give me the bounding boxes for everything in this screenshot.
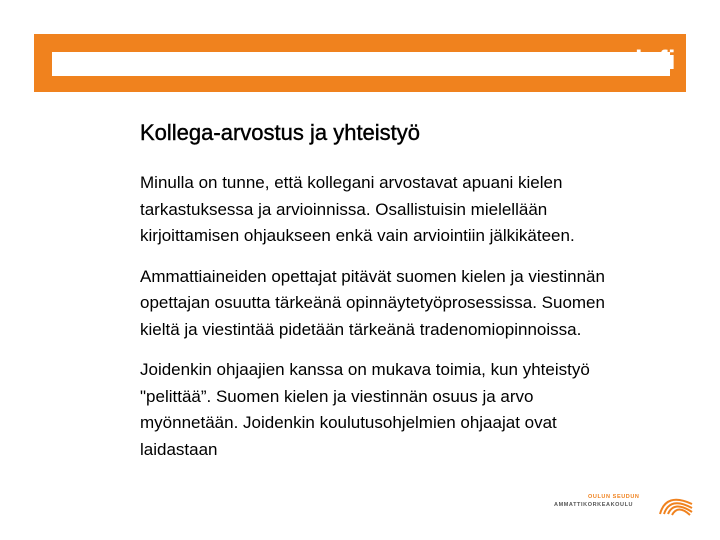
slide-title: Kollega-arvostus ja yhteistyö [140,120,421,145]
slide-body [140,170,620,477]
org-logo-line2: AMMATTIKORKEAKOULU [554,502,634,508]
paragraph-3: Joidenkin ohjaajien kanssa on mukava toimia, kun yhteistyö "pelittää”. Suomen kielen ja viestinnän osuus ja arvo myönnetään. Joidenkin koulutusohjelmien ohjaajat ovat laidastaan [140,360,590,459]
organization-logo [554,486,694,516]
org-logo-line1: OULUN SEUDUN [588,494,640,500]
fan-logo-icon [656,486,696,516]
oamk-logo-text[interactable]: oamk.fi [577,45,676,75]
paragraph-2: Ammattiaineiden opettajat pitävät suomen kielen ja viestinnän opettajan osuutta tärkeänä opinnäytetyöprosessissa. Suomen kieltä ja viestintää pidetään tärkeänä tradenomiopinnoissa. [140,266,605,339]
paragraph-1: Minulla on tunne, että kollegani arvostavat apuani kielen tarkastuksessa ja arvioinnissa. Osallistuisin mielellään kirjoittamisen ohjaukseen enkä vain arviointiin jälkikäteen. [140,173,575,245]
